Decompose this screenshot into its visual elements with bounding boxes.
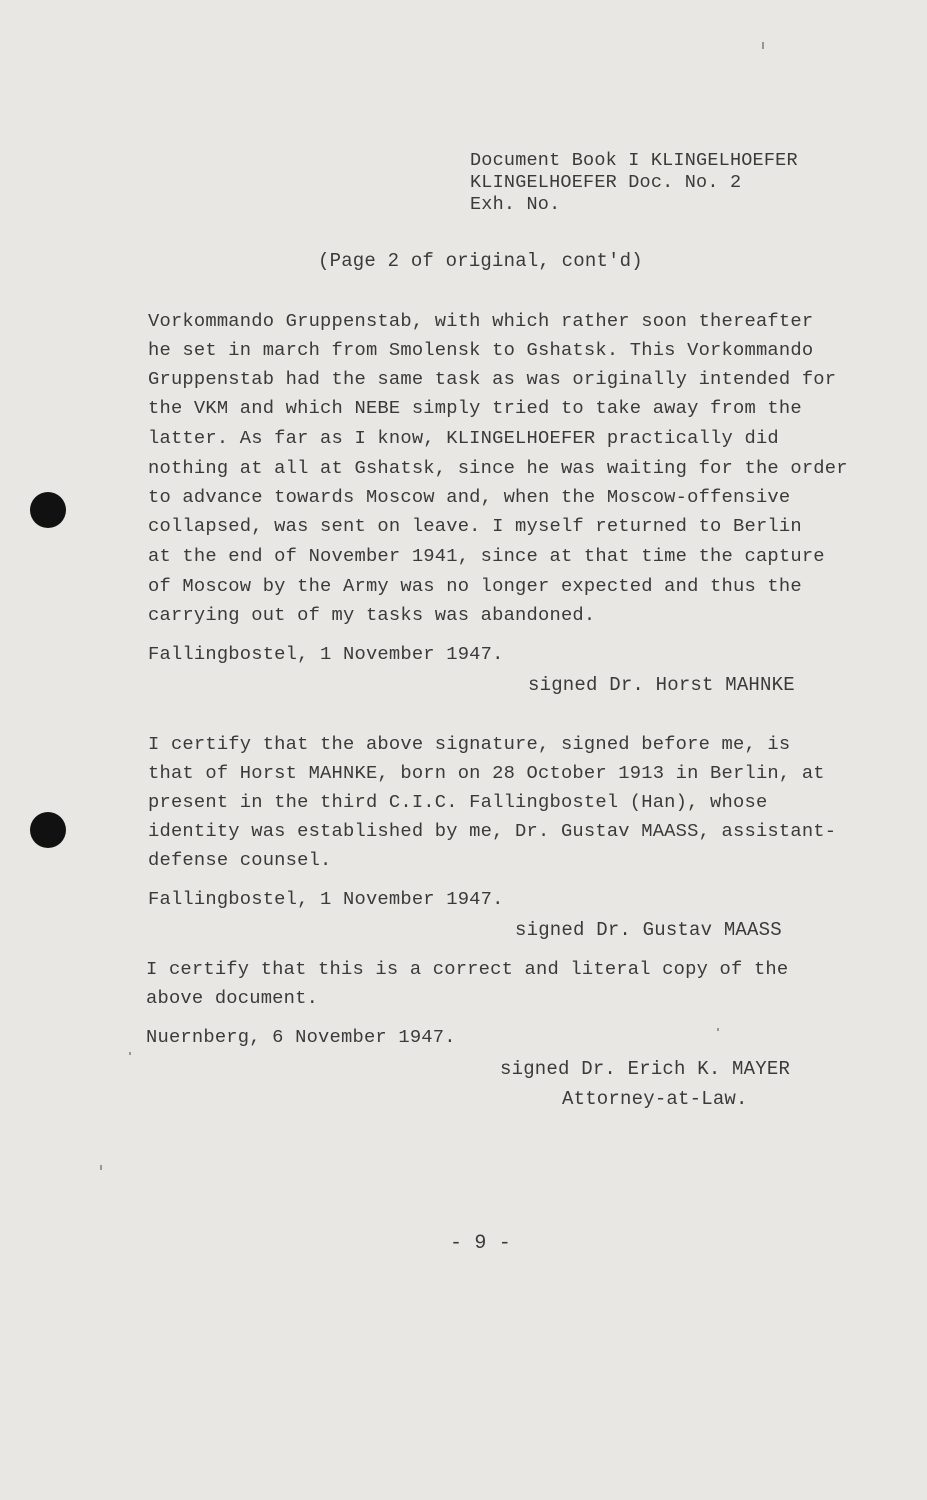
- punch-hole-upper: [30, 492, 66, 528]
- signature-mahnke: signed Dr. Horst MAHNKE: [528, 674, 795, 696]
- certification-line: that of Horst MAHNKE, born on 28 October 1913 in Berlin, at: [148, 762, 825, 784]
- header-exhibit-number: Exh. No.: [470, 194, 561, 215]
- signature-maass: signed Dr. Gustav MAASS: [515, 919, 782, 941]
- paper-speck: [762, 42, 764, 49]
- statement-line: the VKM and which NEBE simply tried to take away from the: [148, 397, 802, 419]
- statement-line: to advance towards Moscow and, when the Moscow-offensive: [148, 486, 791, 508]
- statement-line: carrying out of my tasks was abandoned.: [148, 604, 596, 626]
- certification-line: identity was established by me, Dr. Gustav MAASS, assistant-: [148, 820, 837, 842]
- page-number: - 9 -: [450, 1232, 512, 1255]
- statement-line: Gruppenstab had the same task as was originally intended for: [148, 368, 837, 390]
- place-date-3: Nuernberg, 6 November 1947.: [146, 1026, 456, 1048]
- continuation-note: (Page 2 of original, cont'd): [318, 250, 643, 272]
- statement-line: collapsed, was sent on leave. I myself returned to Berlin: [148, 515, 802, 537]
- copy-certification-line: above document.: [146, 987, 319, 1009]
- signature-mayer-title: Attorney-at-Law.: [562, 1088, 748, 1110]
- paper-speck: [100, 1165, 102, 1170]
- header-doc-number: KLINGELHOEFER Doc. No. 2: [470, 172, 742, 193]
- paper-speck: [717, 1028, 719, 1031]
- statement-line: latter. As far as I know, KLINGELHOEFER practically did: [148, 427, 779, 449]
- place-date-2: Fallingbostel, 1 November 1947.: [148, 888, 504, 910]
- copy-certification-line: I certify that this is a correct and literal copy of the: [146, 958, 789, 980]
- signature-mayer: signed Dr. Erich K. MAYER: [500, 1058, 791, 1080]
- header-document-book: Document Book I KLINGELHOEFER: [470, 150, 798, 171]
- statement-line: nothing at all at Gshatsk, since he was waiting for the order: [148, 457, 848, 479]
- statement-line: Vorkommando Gruppenstab, with which rather soon thereafter: [148, 310, 814, 332]
- statement-line: of Moscow by the Army was no longer expected and thus the: [148, 575, 802, 597]
- statement-line: he set in march from Smolensk to Gshatsk. This Vorkommando: [148, 339, 814, 361]
- statement-line: at the end of November 1941, since at that time the capture: [148, 545, 825, 567]
- punch-hole-lower: [30, 812, 66, 848]
- place-date-1: Fallingbostel, 1 November 1947.: [148, 643, 504, 665]
- certification-line: I certify that the above signature, signed before me, is: [148, 733, 791, 755]
- certification-line: present in the third C.I.C. Fallingbostel (Han), whose: [148, 791, 768, 813]
- paper-speck: [129, 1052, 131, 1055]
- certification-line: defense counsel.: [148, 849, 332, 871]
